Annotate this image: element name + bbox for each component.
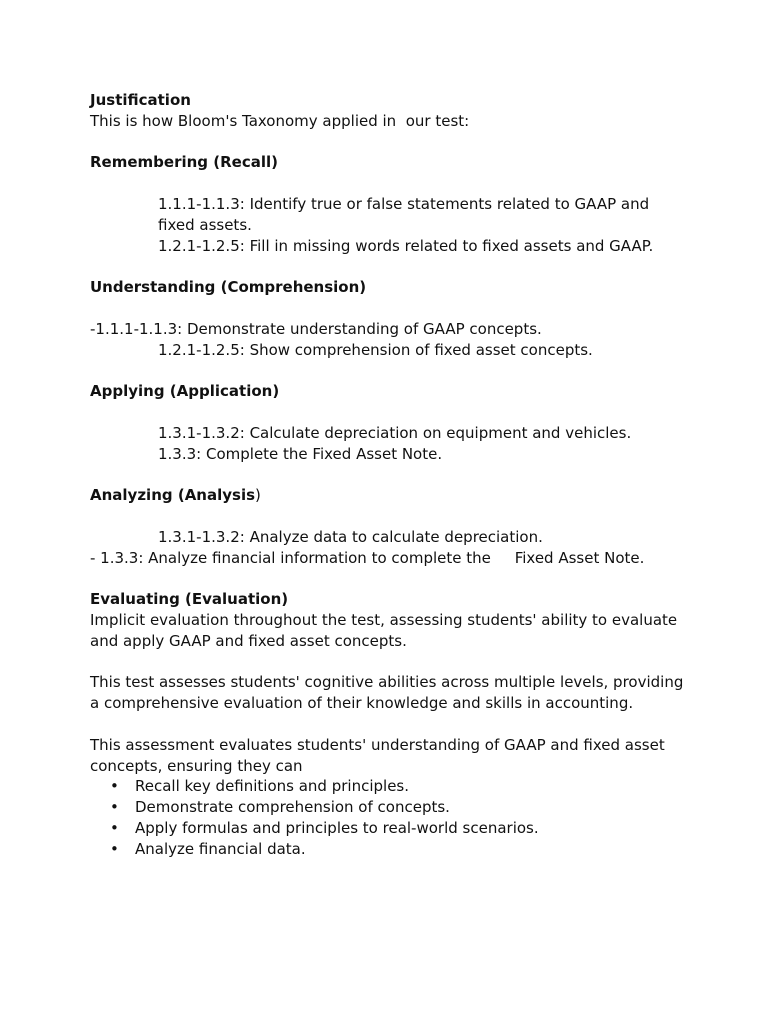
analyzing-heading: Analyzing (Analysis bbox=[90, 486, 256, 505]
remembering-item-2: 1.2.1-1.2.5: Fill in missing words related to fixed assets and GAAP. bbox=[158, 236, 654, 255]
spacer bbox=[90, 256, 690, 277]
spacer bbox=[90, 568, 690, 589]
analyzing-item-2: - 1.3.3: Analyze financial information to complete the Fixed Asset Note. bbox=[90, 548, 645, 567]
understanding-item-2: 1.2.1-1.2.5: Show comprehension of fixed asset concepts. bbox=[158, 340, 593, 359]
document-page bbox=[90, 90, 690, 859]
list-item-text: Apply formulas and principles to real-world scenarios. bbox=[135, 818, 539, 837]
spacer bbox=[90, 464, 690, 485]
skills-bullet-list bbox=[90, 776, 690, 859]
analyzing-item-1: 1.3.1-1.3.2: Analyze data to calculate depreciation. bbox=[158, 527, 543, 546]
bullet-icon: • bbox=[110, 777, 119, 796]
bullet-icon: • bbox=[110, 839, 119, 858]
spacer bbox=[90, 173, 690, 194]
list-item-text: Recall key definitions and principles. bbox=[135, 777, 409, 796]
spacer bbox=[90, 714, 690, 735]
analyzing-heading-suffix: ) bbox=[255, 486, 261, 505]
applying-item-1: 1.3.1-1.3.2: Calculate depreciation on equipment and vehicles. bbox=[158, 423, 632, 442]
summary-paragraph-2: This assessment evaluates students' understanding of GAAP and fixed asset concepts, ensuring they can bbox=[90, 735, 665, 775]
spacer bbox=[90, 298, 690, 319]
applying-heading: Applying (Application) bbox=[90, 382, 280, 401]
evaluating-text: Implicit evaluation throughout the test, assessing students' ability to evaluate and apply GAAP and fixed asset concepts. bbox=[90, 610, 678, 650]
justification-heading: Justification bbox=[90, 91, 191, 109]
spacer bbox=[90, 506, 690, 527]
bullet-icon: • bbox=[110, 818, 119, 837]
evaluating-heading: Evaluating (Evaluation) bbox=[90, 590, 289, 609]
list-item-text: Analyze financial data. bbox=[135, 839, 306, 858]
list-item bbox=[90, 776, 690, 797]
list-item-text: Demonstrate comprehension of concepts. bbox=[135, 798, 450, 817]
analyzing-heading-line bbox=[90, 485, 690, 506]
list-item bbox=[90, 839, 690, 860]
bullet-icon: • bbox=[110, 798, 119, 817]
spacer bbox=[90, 652, 690, 673]
list-item bbox=[90, 818, 690, 839]
justification-intro: This is how Bloom's Taxonomy applied in our test: bbox=[90, 111, 470, 130]
remembering-heading: Remembering (Recall) bbox=[90, 153, 278, 172]
summary-paragraph-1: This test assesses students' cognitive abilities across multiple levels, providing a comprehensive evaluation of their knowledge and skills in accounting. bbox=[90, 673, 684, 713]
list-item bbox=[90, 797, 690, 818]
remembering-item-1: 1.1.1-1.1.3: Identify true or false statements related to GAAP and fixed assets. bbox=[158, 194, 650, 234]
spacer bbox=[90, 132, 690, 153]
spacer bbox=[90, 360, 690, 381]
understanding-heading: Understanding (Comprehension) bbox=[90, 278, 367, 297]
spacer bbox=[90, 402, 690, 423]
applying-item-2: 1.3.3: Complete the Fixed Asset Note. bbox=[158, 444, 443, 463]
understanding-item-1: -1.1.1-1.1.3: Demonstrate understanding of GAAP concepts. bbox=[90, 319, 542, 338]
